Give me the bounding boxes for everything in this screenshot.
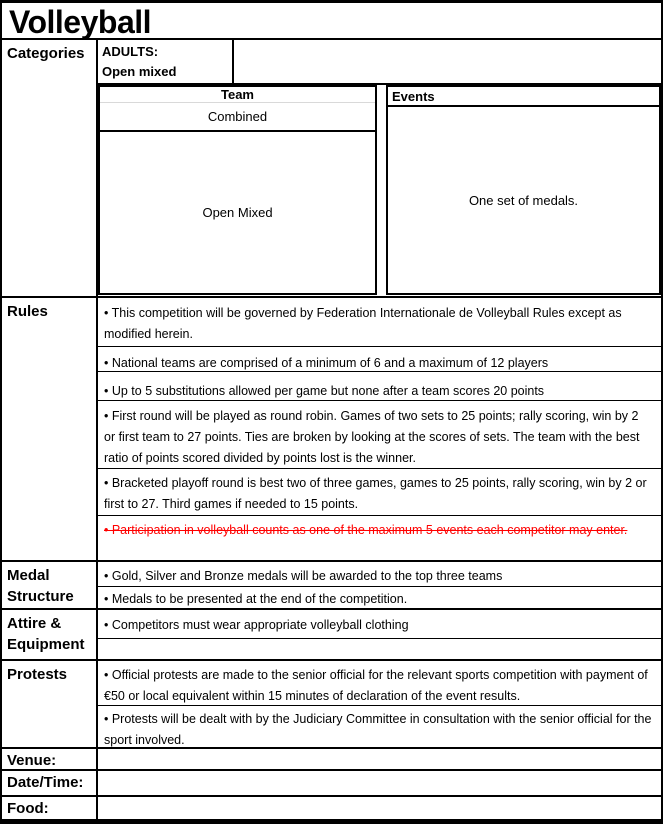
events-column-header: Events: [388, 87, 659, 107]
categories-content: [98, 40, 661, 296]
rules-item: • This competition will be governed by Federation Internationale de Volleyball Rules except as modified herein.: [98, 298, 661, 347]
attire-item: • Competitors must wear appropriate volleyball clothing: [98, 610, 661, 639]
venue-value-cell: [98, 749, 661, 769]
rules-row: [2, 298, 661, 562]
page-title: Volleyball: [9, 4, 152, 40]
events-value-cell: One set of medals.: [468, 192, 579, 208]
food-value-cell: [98, 797, 661, 819]
protests-row: [2, 661, 661, 749]
categories-row: [2, 40, 661, 298]
protests-label: Protests: [2, 661, 98, 747]
rules-item-struck: • Participation in volleyball counts as one of the maximum 5 events each competitor may enter.: [104, 523, 628, 538]
team-combined-cell: Combined: [100, 103, 375, 132]
team-table: [98, 85, 377, 295]
subtable-gap: [377, 85, 386, 295]
protests-item: • Official protests are made to the senior official for the relevant sports competition with payment of €50 or local equivalent within 15 minutes of declaration of the event results.: [98, 661, 661, 706]
adults-empty-cell: [234, 40, 661, 83]
adults-strip: [98, 40, 661, 85]
categories-subtables: [98, 85, 661, 295]
team-column-header: Team: [100, 87, 375, 103]
medal-structure-row: [2, 562, 661, 610]
medal-structure-label: Medal Structure: [2, 562, 98, 608]
medal-item: • Medals to be presented at the end of the competition.: [104, 591, 408, 606]
categories-label: Categories: [2, 40, 98, 296]
rules-item: • National teams are comprised of a minimum of 6 and a maximum of 12 players: [98, 347, 661, 373]
team-open-mixed-cell: Open Mixed: [202, 205, 273, 220]
attire-equipment-content: [98, 610, 661, 659]
attire-empty-row: [98, 639, 661, 659]
rules-label: Rules: [2, 298, 98, 560]
rules-item: • Up to 5 substitutions allowed per game but none after a team scores 20 points: [98, 372, 661, 401]
rules-item: • First round will be played as round robin. Games of two sets to 25 points; rally scoring, win by 2 or first team to 27 points. Ties are broken by looking at the scores of sets. The team with the best ratio of points scored divided by points lost is the winner.: [98, 401, 661, 468]
venue-row: [2, 749, 661, 771]
food-label: Food:: [2, 797, 98, 819]
adults-heading: ADULTS:: [102, 44, 159, 59]
protests-content: [98, 661, 661, 747]
attire-equipment-row: [2, 610, 661, 661]
title-row: [2, 3, 661, 40]
datetime-value-cell: [98, 771, 661, 795]
medal-structure-content: [98, 562, 661, 608]
medal-item: • Gold, Silver and Bronze medals will be awarded to the top three teams: [98, 562, 661, 587]
attire-equipment-label: Attire & Equipment: [2, 610, 98, 659]
protests-item: • Protests will be dealt with by the Judiciary Committee in consultation with the senior official for the sport involved.: [104, 711, 652, 747]
datetime-row: [2, 771, 661, 797]
datetime-label: Date/Time:: [2, 771, 98, 795]
events-table: [386, 85, 661, 295]
venue-label: Venue:: [2, 749, 98, 769]
adults-cell: [98, 40, 234, 83]
food-row: [2, 797, 661, 819]
adults-value: Open mixed: [102, 64, 177, 79]
rules-item: • Bracketed playoff round is best two of three games, games to 25 points, rally scoring, win by 2 or first to 27. Third games if needed to 15 points.: [98, 469, 661, 517]
rules-content: [98, 298, 661, 560]
